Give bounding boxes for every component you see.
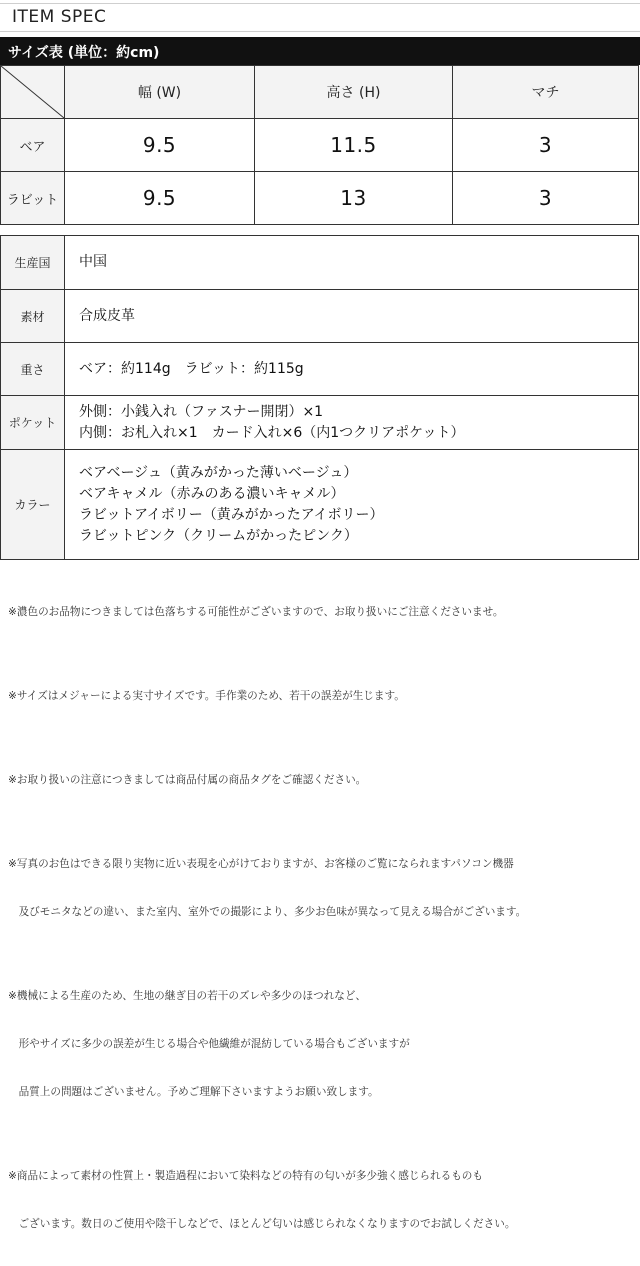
spec-value [65,396,639,450]
note-item [8,572,636,652]
note-line: ございます。数日のご使用や陰干しなどで、ほとんど匂いは感じられなくなりますのでお試しください。 [8,1218,516,1230]
cell-height: 13 [255,172,453,225]
note-line: ※濃色のお品物につきましては色落ちする可能性がございますので、お取り扱いにご注意くださいませ。 [8,606,504,618]
spec-row-pocket [1,396,639,450]
column-header-height: 高さ (H) [255,66,453,119]
spec-label: 重さ [1,343,65,396]
note-line: ※機械による生産のため、生地の継ぎ目の若干のズレや多少のほつれなど、 [8,990,367,1002]
corner-cell [1,66,65,119]
column-header-gusset: マチ [453,66,639,119]
diagonal-line-icon [1,66,64,118]
spec-label: ポケット [1,396,65,450]
notes [8,572,636,1266]
row-label: ベア [1,119,65,172]
spec-label: カラー [1,450,65,560]
note-line: ※サイズはメジャーによる実寸サイズです。手作業のため、若干の誤差が生じます。 [8,690,405,702]
column-header-width: 幅 (W) [65,66,255,119]
page-title: ITEM SPEC [12,7,107,27]
spec-row-material [1,290,639,343]
spec-row-color [1,450,639,560]
note-item [8,740,636,820]
note-item [8,824,636,952]
note-item [8,1136,636,1264]
spec-value [65,343,639,396]
item-spec-header [0,0,640,34]
spec-line: 中国 [79,254,107,270]
spec-label: 生産国 [1,236,65,290]
size-table [0,65,639,225]
note-item [8,656,636,736]
size-table-title: サイズ表 (単位：約cm) [0,37,640,65]
spec-value [65,236,639,290]
note-line: ※お取り扱いの注意につきましては商品付属の商品タグをご確認ください。 [8,774,367,786]
spec-line: 合成皮革 [79,307,135,324]
spec-row-weight [1,343,639,396]
spec-line: ベアベージュ（黄みがかった薄いベージュ） [79,464,358,481]
cell-height: 11.5 [255,119,453,172]
cell-gusset: 3 [453,172,639,225]
header-top-rule [0,3,640,4]
spec-line: ラビットアイボリー（黄みがかったアイボリー） [79,506,384,523]
size-table-header-row [1,66,639,119]
note-line: ※写真のお色はできる限り実物に近い表現を心がけておりますが、お客様のご覧になられますパソコン機器 [8,858,514,870]
note-item [8,956,636,1132]
spec-line: ベア：約114g ラビット：約115g [79,360,304,377]
cell-width: 9.5 [65,119,255,172]
spec-value [65,450,639,560]
spec-row-country [1,236,639,290]
size-row-rabbit [1,172,639,225]
cell-width: 9.5 [65,172,255,225]
note-line: 品質上の問題はございません。予めご理解下さいますようお願い致します。 [8,1086,379,1098]
spec-line: ベアキャメル（赤みのある濃いキャメル） [79,485,345,502]
row-label: ラビット [1,172,65,225]
header-bottom-rule [0,31,640,32]
cell-gusset: 3 [453,119,639,172]
spec-table [0,235,639,560]
note-line: ※商品によって素材の性質上・製造過程において染料などの特有の匂いが多少強く感じられるものも [8,1170,483,1182]
spec-value [65,290,639,343]
spec-label: 素材 [1,290,65,343]
spec-line: 内側：お札入れ×1 カード入れ×6（内1つクリアポケット） [79,424,465,441]
size-row-bear [1,119,639,172]
spec-line: ラビットピンク（クリームがかったピンク） [79,527,358,544]
note-line: 及びモニタなどの違い、また室内、室外での撮影により、多少お色味が異なって見える場合がございます。 [8,906,527,918]
spec-line: 外側：小銭入れ（ファスナー開閉）×1 [79,403,324,420]
note-line: 形やサイズに多少の誤差が生じる場合や他繊維が混紡している場合もございますが [8,1038,410,1050]
